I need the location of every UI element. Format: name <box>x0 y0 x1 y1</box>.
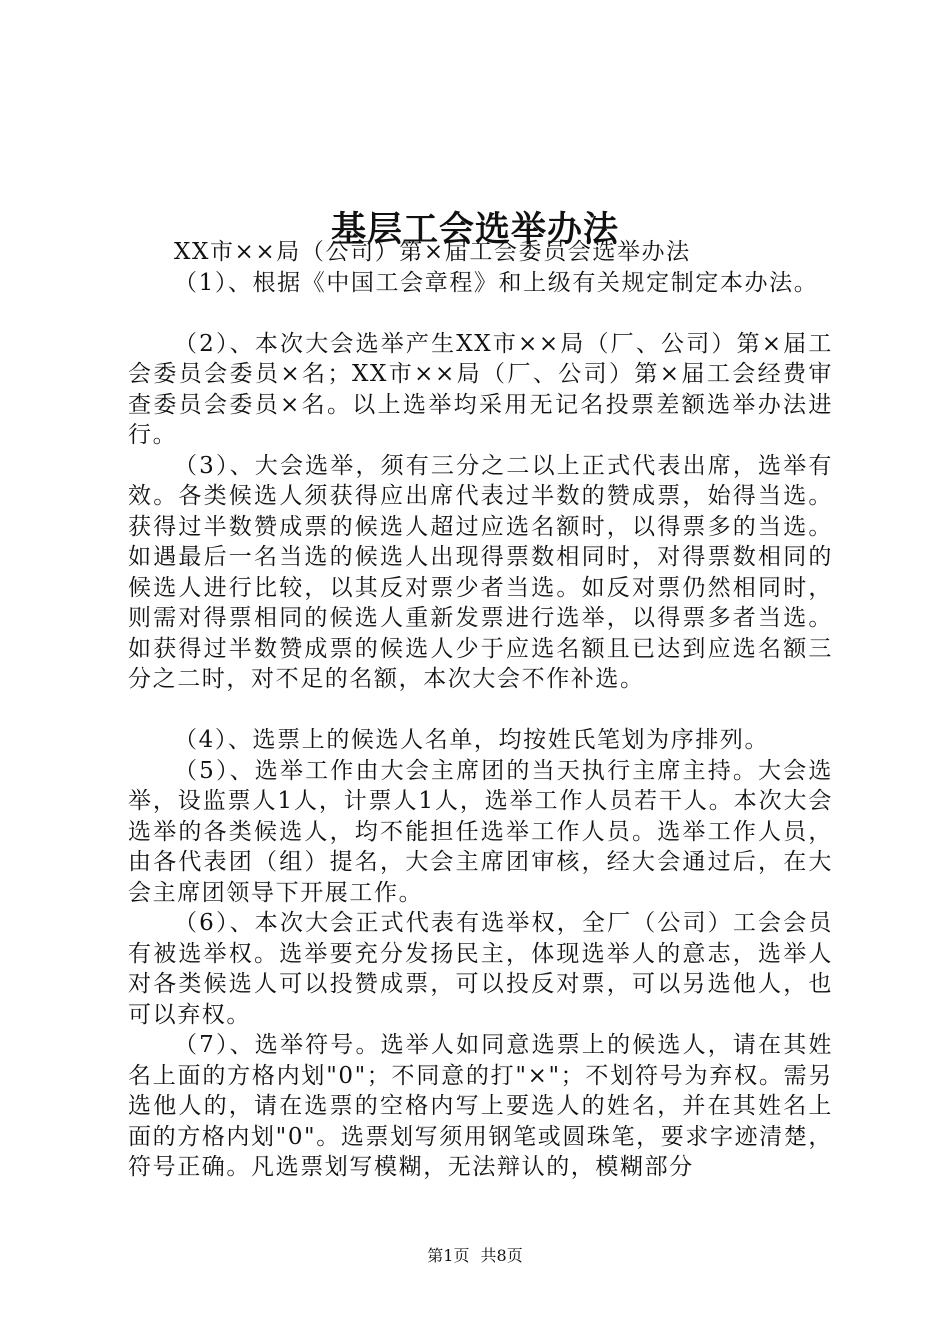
paragraph-6: （6）、本次大会正式代表有选举权，全厂（公司）工会会员有被选举权。选举要充分发扬民主，体现选举人的意志，选举人对各类候选人可以投赞成票，可以投反对票，可以另选他人，也可以弃权。 <box>128 910 833 1028</box>
page-total: 共8页 <box>480 1246 523 1265</box>
paragraph-1: （1）、根据《中国工会章程》和上级有关规定制定本办法。 <box>174 269 819 296</box>
document-body <box>128 237 833 1183</box>
paragraph-7: （7）、选举符号。选举人如同意选票上的候选人，请在其姓名上面的方格内划"0"；不同意的打"×"；不划符号为弃权。需另选他人的，请在选票的空格内写上要选人的姓名，并在其姓名上面的方格内划"0"。选票划写须用钢笔或圆珠笔，要求字迹清楚，符号正确。凡选票划写模糊，无法辩认的，模糊部分 <box>128 1032 833 1180</box>
paragraph-2: （2）、本次大会选举产生XX市××局（厂、公司）第×届工会委员会委员×名；XX市××局（厂、公司）第×届工会经费审查委员会委员×名。以上选举均采用无记名投票差额选举办法进行。 <box>128 330 833 448</box>
paragraph-4: （4）、选票上的候选人名单，均按姓氏笔划为序排列。 <box>174 727 770 753</box>
paragraph-3: （3）、大会选举，须有三分之二以上正式代表出席，选举有效。各类候选人须获得应出席代表过半数的赞成票，始得当选。获得过半数赞成票的候选人超过应选名额时，以得票多的当选。如遇最后一名当选的候选人出现得票数相同时，对得票数相同的候选人进行比较，以其反对票少者当选。如反对票仍然相同时，则需对得票相同的候选人重新发票进行选举，以得票多者当选。如获得过半数赞成票的候选人少于应选名额且已达到应选名额三分之二时，对不足的名额，本次大会不作补选。 <box>128 452 833 692</box>
page-footer <box>0 1245 950 1267</box>
paragraph-subtitle: XX市××局（公司）第×届工会委员会选举办法 <box>174 239 691 265</box>
paragraph-5: （5）、选举工作由大会主席团的当天执行主席主持。大会选举，设监票人1人，计票人1人，选举工作人员若干人。本次大会选举的各类候选人，均不能担任选举工作人员。选举工作人员，由各代表团（组）提名，大会主席团审核，经大会通过后，在大会主席团领导下开展工作。 <box>128 757 833 906</box>
page-number: 第1页 <box>427 1246 470 1265</box>
document-title: 基层工会选举办法 <box>330 209 619 251</box>
